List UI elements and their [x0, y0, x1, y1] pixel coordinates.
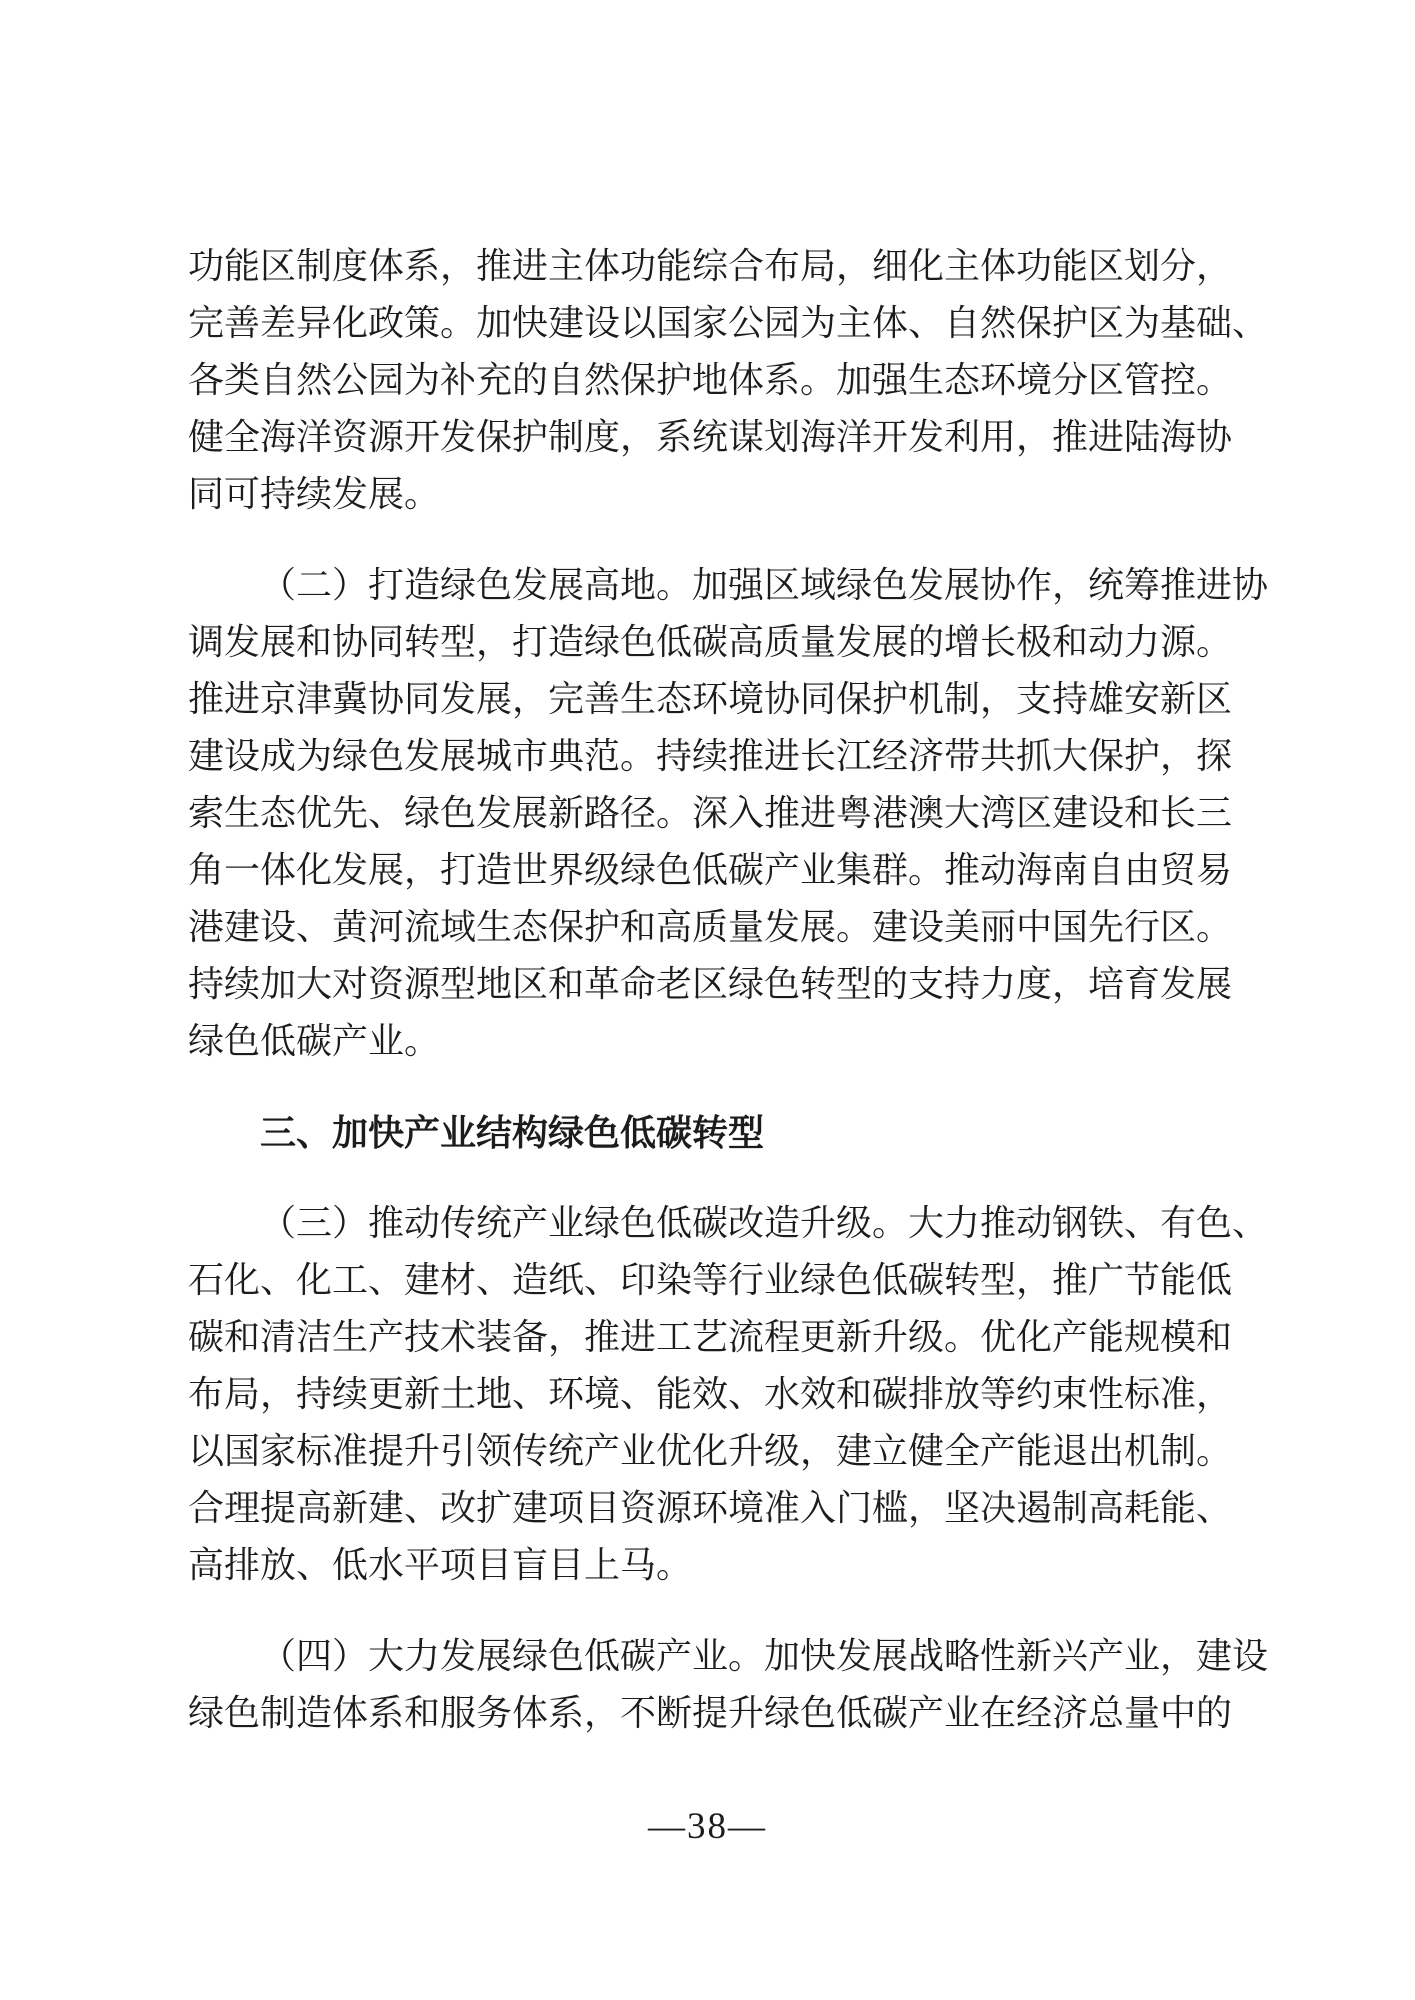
- section-heading: [188, 1104, 1298, 1161]
- text-line: 持续加大对资源型地区和革命老区绿色转型的支持力度，培育发展: [188, 964, 1233, 1004]
- text-line: 建设成为绿色发展城市典范。持续推进长江经济带共抓大保护，探: [188, 736, 1233, 776]
- text-line: 港建设、黄河流域生态保护和高质量发展。建设美丽中国先行区。: [188, 907, 1233, 947]
- text-line: 索生态优先、绿色发展新路径。深入推进粤港澳大湾区建设和长三: [188, 793, 1233, 833]
- text-line: 高排放、低水平项目盲目上马。: [188, 1545, 693, 1585]
- text-line: 功能区制度体系，推进主体功能综合布局，细化主体功能区划分，: [188, 246, 1233, 286]
- text-line: 布局，持续更新土地、环境、能效、水效和碳排放等约束性标准，: [188, 1374, 1233, 1414]
- text-line: 以国家标准提升引领传统产业优化升级，建立健全产能退出机制。: [188, 1431, 1233, 1471]
- text-line: 健全海洋资源开发保护制度，系统谋划海洋开发利用，推进陆海协: [188, 417, 1233, 457]
- text-line: 各类自然公园为补充的自然保护地体系。加强生态环境分区管控。: [188, 360, 1233, 400]
- text-line: 绿色制造体系和服务体系，不断提升绿色低碳产业在经济总量中的: [188, 1693, 1233, 1733]
- text-line: 调发展和协同转型，打造绿色低碳高质量发展的增长极和动力源。: [188, 622, 1233, 662]
- text-line: 完善差异化政策。加快建设以国家公园为主体、自然保护区为基础、: [188, 303, 1269, 343]
- text-line: 绿色低碳产业。: [188, 1021, 441, 1061]
- paragraph: [188, 557, 1298, 1070]
- heading-line: 三、加快产业结构绿色低碳转型: [260, 1112, 765, 1153]
- text-line: 碳和清洁生产技术装备，推进工艺流程更新升级。优化产能规模和: [188, 1317, 1233, 1357]
- text-line: 石化、化工、建材、造纸、印染等行业绿色低碳转型，推广节能低: [188, 1260, 1233, 1300]
- text-line: 推进京津冀协同发展，完善生态环境协同保护机制，支持雄安新区: [188, 679, 1233, 719]
- document-body: [188, 238, 1298, 1742]
- text-line: （二）打造绿色发展高地。加强区域绿色发展协作，统筹推进协: [260, 565, 1269, 605]
- text-line: （四）大力发展绿色低碳产业。加快发展战略性新兴产业，建设: [260, 1636, 1269, 1676]
- paragraph: [188, 1195, 1298, 1594]
- page-footer: [0, 1799, 1415, 1855]
- paragraph: [188, 1628, 1298, 1742]
- text-line: 同可持续发展。: [188, 474, 441, 514]
- page-number: —38—: [648, 1806, 767, 1847]
- text-line: 合理提高新建、改扩建项目资源环境准入门槛，坚决遏制高耗能、: [188, 1488, 1233, 1528]
- text-line: 角一体化发展，打造世界级绿色低碳产业集群。推动海南自由贸易: [188, 850, 1233, 890]
- text-line: （三）推动传统产业绿色低碳改造升级。大力推动钢铁、有色、: [260, 1203, 1269, 1243]
- paragraph: [188, 238, 1298, 523]
